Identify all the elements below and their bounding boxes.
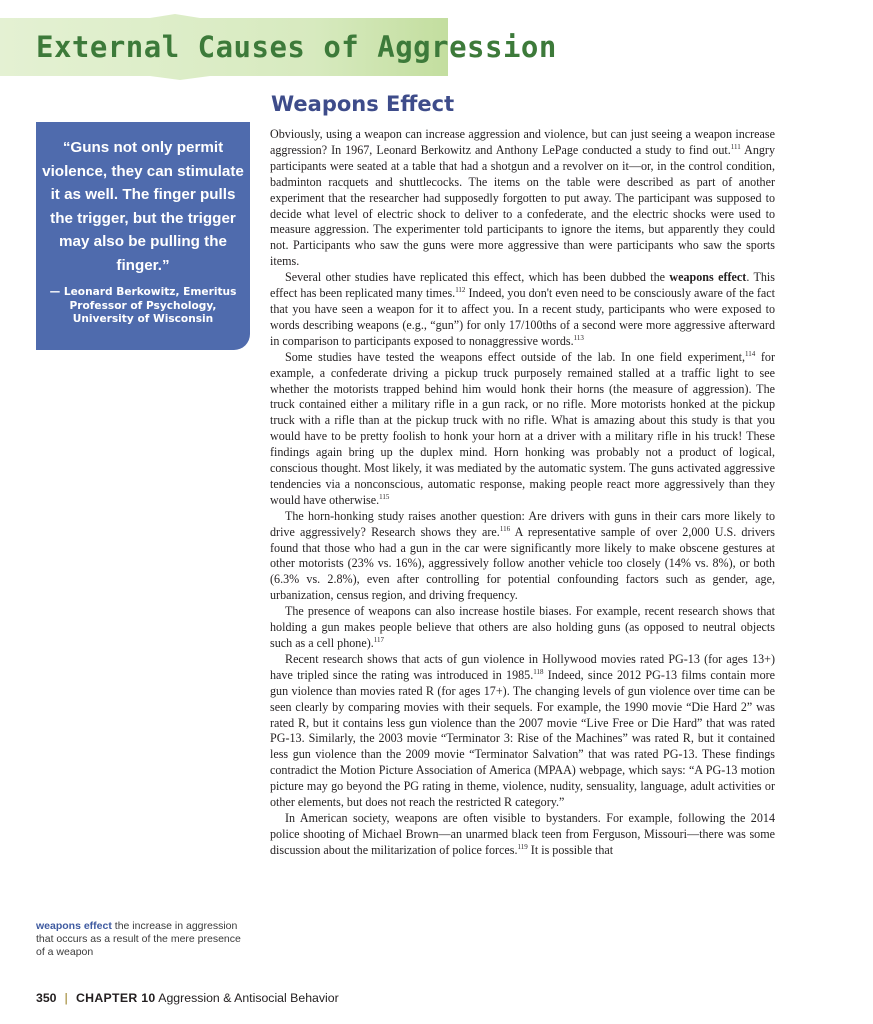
glossary-definition: the increase in aggression that occurs as a result of the mere presence of a weapon — [36, 920, 241, 958]
pull-quote-attribution: — Leonard Berkowitz, Emeritus Professor of Psychology, University of Wisconsin — [49, 286, 237, 325]
footnote-ref: 115 — [379, 492, 390, 501]
section-heading: Weapons Effect — [271, 92, 455, 116]
footnote-ref: 114 — [745, 349, 756, 358]
chapter-label: CHAPTER 10 — [75, 991, 156, 1005]
text-run: A representative sample of over 2,000 U.S. drivers found that those who had a gun in the car were significantly more likely to make obscene gestures at other motorists (23% vs. 16%), aggressively follow another vehicle too closely (14% vs. 8%), or both (6.3% vs. 2.8%), even after controlling for potential confounding factors such as gender, age, urbanization, census region, and driving frequency. — [270, 524, 775, 603]
footer-separator: | — [64, 991, 68, 1005]
body-paragraph — [270, 604, 775, 652]
body-paragraph — [270, 270, 775, 350]
text-run: for example, a confederate driving a pickup truck purposely remained stalled at a traffic light to see whether the motorists trapped behind him would honk their horns (the measure of aggression). The truck contained either a military rifle in a gun rack, or no rifle. More motorists honked at the pickup truck with a rifle than at the pickup truck with no rifle. What is amazing about this study is that you would have to be pretty foolish to honk your horn at a driver with a military rifle in his truck! These findings again bring up the duplex mind. Horn honking was probably not a product of logical, conscious thought. Most likely, it was mediated by the automatic system. The guns activated aggressive tendencies via a nonconscious, automatic response, making people react more aggressively than they would have otherwise. — [270, 349, 775, 507]
body-paragraph — [270, 811, 775, 859]
chapter-banner — [0, 14, 557, 80]
body-paragraph — [270, 127, 775, 270]
text-run: The presence of weapons can also increase hostile biases. For example, recent research shows that holding a gun makes people believe that others are also holding guns (as opposed to neutral objects such as a cell phone). — [270, 604, 775, 650]
pull-quote-text: “Guns not only permit violence, they can stimulate it as well. The finger pulls the trigger, but the trigger may also be pulling the finger.” — [42, 139, 244, 274]
footnote-ref: 112 — [455, 286, 466, 295]
text-run: Indeed, since 2012 PG-13 films contain more gun violence than movies rated R (for ages 17+). The changing levels of gun violence over time can be seen clearly by comparing movies with their sequels. For example, the 1990 movie “Die Hard 2” was rated R, but it contains less gun violence than the 2007 movie “Live Free or Die Hard” that was rated PG-13. Similarly, the 2003 movie “Terminator 3: Rise of the Machines” was rated R, but it contained less gun violence than the 2009 movie “Terminator Salvation” that was rated PG-13. These findings contradict the Motion Picture Association of America (MPAA) webpage, which says: “A PG-13 motion picture may go beyond the PG rating in theme, violence, nudity, sensuality, language, adult activities or other elements, but does not reach the restricted R category.” — [270, 667, 776, 810]
glossary-note — [36, 920, 241, 959]
footnote-ref: 119 — [517, 842, 528, 851]
chapter-title: Aggression & Antisocial Behavior — [155, 991, 339, 1005]
text-run: Recent research shows that acts of gun violence in Hollywood movies rated PG-13 (for ages 13+) have tripled since the rating was introduced in 1985. — [270, 651, 775, 682]
page-footer — [36, 991, 339, 1005]
body-paragraph — [270, 509, 775, 604]
text-run: The horn-honking study raises another question: Are drivers with guns in their cars more likely to drive aggressively? Research shows they are. — [270, 508, 775, 539]
footnote-ref: 113 — [573, 333, 584, 342]
footnote-ref: 111 — [730, 142, 741, 151]
pull-quote-box — [36, 122, 250, 350]
footnote-ref: 117 — [373, 635, 385, 644]
text-run: It is possible that — [527, 842, 614, 857]
page-number: 350 — [36, 991, 57, 1005]
body-paragraph — [270, 350, 775, 509]
footnote-ref: 118 — [533, 667, 544, 676]
text-run: Indeed, you don't even need to be consciously aware of the fact that you have seen a weapon for it to affect you. In a recent study, participants who were exposed to words describing weapons (e.g., “gun”) for only 17/100ths of a second were more aggressive afterward in comparison to participants exposed to nonaggressive words. — [270, 286, 775, 348]
body-text — [270, 127, 775, 859]
key-term: weapons effect — [669, 270, 747, 285]
text-run: Several other studies have replicated this effect, which has been dubbed the — [285, 270, 670, 285]
glossary-term: weapons effect — [36, 920, 112, 932]
body-paragraph — [270, 652, 775, 811]
text-run: Angry participants were seated at a table that had a shotgun and a revolver on it—or, in the control condition, badminton racquets and shuttlecocks. The items on the table were described as part of another experiment that the researcher had supposedly forgotten to put away. The participant was supposed to decide what level of electric shock to deliver to a confederate, and the electric shocks were used to measure aggression. The experimenter told participants to ignore the items, but apparently they could not. Participants who saw the guns were more aggressive than were participants who saw the sports items. — [270, 142, 775, 269]
text-run: Some studies have tested the weapons effect outside of the lab. In one field experiment, — [285, 349, 746, 364]
text-run: Obviously, using a weapon can increase aggression and violence, but can just seeing a weapon increase aggression? In 1967, Leonard Berkowitz and Anthony LePage conducted a study to find out. — [270, 127, 775, 157]
footnote-ref: 116 — [499, 524, 511, 533]
chapter-section-title: External Causes of Aggression — [36, 30, 557, 64]
text-run: . This effect has been replicated many times. — [270, 270, 775, 301]
text-run: In American society, weapons are often visible to bystanders. For example, following the 2014 police shooting of Michael Brown—an unarmed black teen from Ferguson, Missouri—there was some discussion about the militarization of police forces. — [270, 810, 775, 857]
